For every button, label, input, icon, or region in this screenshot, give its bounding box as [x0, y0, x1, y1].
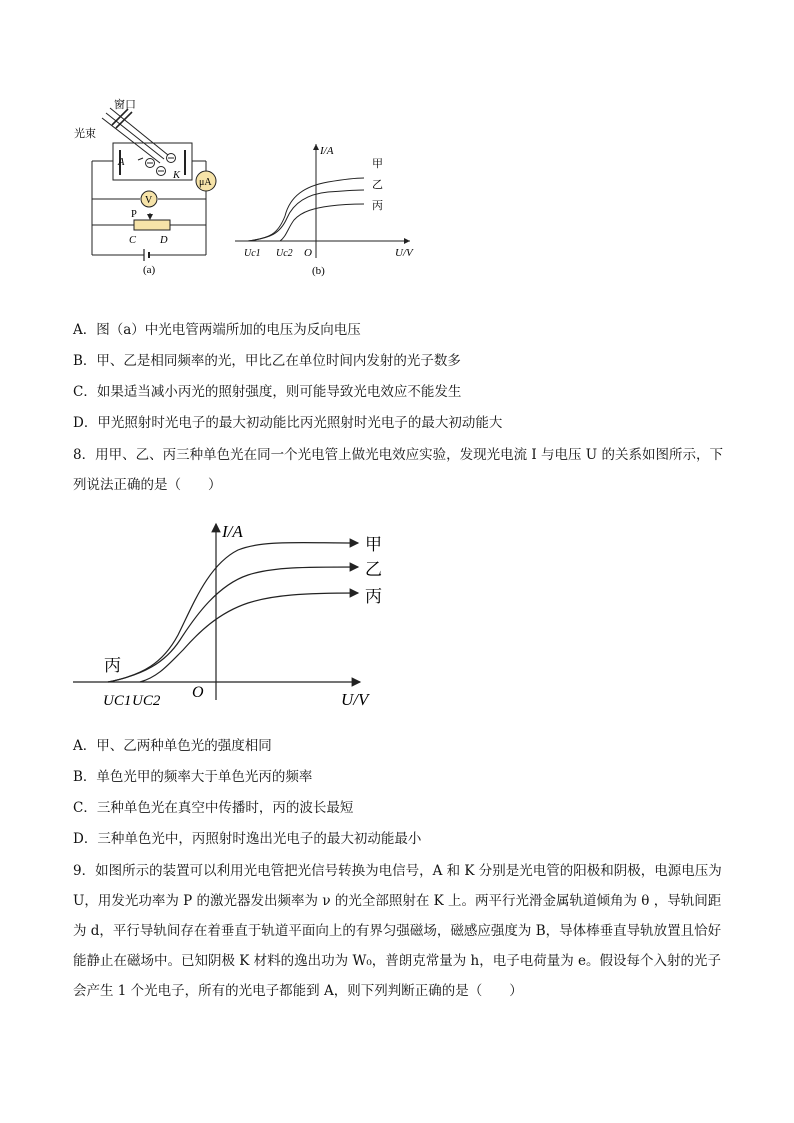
- fig-b-curve-label-yi: 乙: [372, 179, 383, 191]
- q8-x-axis-label: U/V: [341, 690, 369, 709]
- q8-y-axis-label: I/A: [222, 522, 243, 541]
- beam-label: 光束: [74, 128, 96, 140]
- q8-curve-label-jia: 甲: [365, 535, 382, 554]
- fig-b-origin-label: O: [304, 247, 312, 259]
- fig-b-x-axis-label: U/V: [395, 247, 413, 259]
- voltmeter-label: V: [145, 195, 153, 206]
- rheostat-d-label: D: [160, 235, 168, 246]
- q7-option-b: B．甲、乙是相同频率的光，甲比乙在单位时间内发射的光子数多: [73, 353, 461, 369]
- anode-label: A: [118, 157, 125, 168]
- cathode-label: K: [173, 170, 181, 181]
- fig-b-curve-label-jia: 甲: [372, 158, 383, 170]
- figure-b-graph: [230, 138, 425, 280]
- figure-b-caption: (b): [312, 265, 325, 277]
- figure-q8-graph: [68, 515, 398, 715]
- window-label: 窗口: [114, 99, 136, 111]
- fig-b-curve-label-bing: 丙: [372, 200, 383, 212]
- fig-b-uc1-label: Uc1: [244, 248, 261, 259]
- q8-option-a: A．甲、乙两种单色光的强度相同: [73, 738, 272, 754]
- q9-stem: 9．如图所示的装置可以利用光电管把光信号转换为电信号，A 和 K 分别是光电管的阳极和阴极，电源电压为 U，用发光功率为 P 的激光器发出频率为 ν 的光全部照射在 K 上。两平行光滑金属轨道倾角为 θ ，导轨间距为 d，平行导轨间存在着垂直于轨道平面向上的有界匀强磁场，磁感应强度为 B，导体棒垂直导轨放置且恰好能静止在磁场中。已知阴极 K 材料的逸出功为 W₀，普朗克常量为 h，电子电荷量为 e。假设每个入射的光子会产生 1 个光电子，所有的光电子都能到 A，则下列判断正确的是（ ）: [73, 863, 722, 999]
- q8-option-d: D．三种单色光中，丙照射时逸出光电子的最大初动能最小: [73, 831, 422, 847]
- slider-label: P: [131, 209, 137, 220]
- q8-curve-label-bing: 丙: [365, 587, 382, 606]
- q8-uc2-label: UC2: [132, 693, 161, 709]
- rheostat-c-label: C: [129, 235, 137, 246]
- q8-uc1-label: UC1: [103, 693, 132, 709]
- q8-low-curve-label-bing: 丙: [104, 656, 121, 675]
- q7-option-a: A．图（a）中光电管两端所加的电压为反向电压: [73, 322, 361, 338]
- fig-b-y-axis-label: I/A: [320, 145, 334, 157]
- figure-a-caption: (a): [143, 264, 156, 276]
- fig-b-uc2-label: Uc2: [276, 248, 293, 259]
- q7-option-d: D．甲光照射时光电子的最大初动能比丙光照射时光电子的最大初动能大: [73, 415, 503, 431]
- microammeter-label: μA: [199, 177, 212, 188]
- q8-option-b: B．单色光甲的频率大于单色光丙的频率: [73, 769, 313, 785]
- q8-curve-label-yi: 乙: [365, 560, 382, 579]
- q8-origin-label: O: [192, 684, 204, 701]
- q8-option-c: C．三种单色光在真空中传播时，丙的波长最短: [73, 800, 354, 816]
- q8-stem: 8．用甲、乙、丙三种单色光在同一个光电管上做光电效应实验，发现光电流 I 与电压 U 的关系如图所示，下列说法正确的是（ ）: [73, 447, 723, 493]
- q7-option-c: C．如果适当减小丙光的照射强度，则可能导致光电效应不能发生: [73, 384, 462, 400]
- figure-a-circuit: [68, 95, 238, 280]
